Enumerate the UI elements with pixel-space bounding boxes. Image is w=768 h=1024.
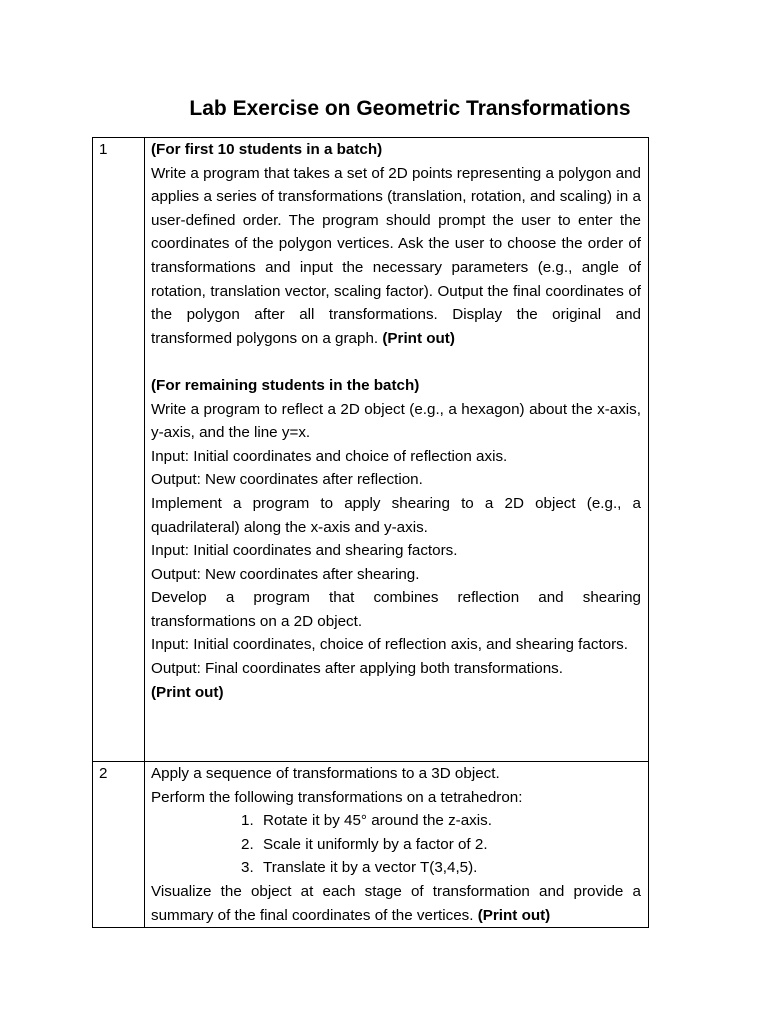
- steps-list: [151, 809, 641, 880]
- output-line: Output: New coordinates after reflection.: [151, 471, 423, 489]
- row-number-cell: [93, 762, 145, 928]
- page-title: Lab Exercise on Geometric Transformations: [189, 97, 631, 120]
- exercise-table: [92, 137, 649, 928]
- task-paragraph: [151, 880, 641, 927]
- task-paragraph: Implement a program to apply shearing to a 2D object (e.g., a quadrilateral) along the x-axis and y-axis.: [151, 494, 641, 536]
- table-row: [93, 138, 649, 762]
- task-text: Write a program that takes a set of 2D points representing a polygon and applies a series of transformations (translation, rotation, and scaling) in a user-defined order. The program should prompt the user to enter the coordinates of the polygon vertices. Ask the user to choose the order of transformations and input the necessary parameters (e.g., angle of rotation, translation vector, scaling factor). Output the final coordinates of the polygon after all transformations. Display the original and transformed polygons on a graph.: [151, 164, 641, 347]
- paragraph-gap: [151, 350, 641, 374]
- input-line: Input: Initial coordinates and shearing factors.: [151, 542, 458, 560]
- step-text: Translate it by a vector T(3,4,5).: [263, 859, 478, 877]
- task-paragraph: Develop a program that combines reflection and shearing transformations on a 2D object.: [151, 589, 641, 630]
- print-out-label: (Print out): [477, 906, 551, 924]
- step-number: 3.: [241, 859, 254, 877]
- closing-text: Visualize the object at each stage of transformation and provide a summary of the final coordinates of the vertices.: [151, 882, 641, 924]
- task-paragraph: Write a program to reflect a 2D object (e.g., a hexagon) about the x-axis, y-axis, and the line y=x.: [151, 400, 641, 442]
- table-row: [93, 762, 649, 928]
- row-number-cell: [93, 138, 145, 762]
- step-number: 2.: [241, 835, 254, 853]
- step-number: 1.: [241, 812, 254, 830]
- list-item: [241, 809, 641, 833]
- print-out-label: (Print out): [382, 329, 455, 347]
- list-item: [241, 833, 641, 857]
- step-text: Scale it uniformly by a factor of 2.: [263, 835, 488, 853]
- group-heading: (For first 10 students in a batch): [151, 141, 383, 158]
- step-text: Rotate it by 45° around the z-axis.: [263, 812, 492, 830]
- input-line: Input: Initial coordinates and choice of reflection axis.: [151, 447, 508, 465]
- row-number: 2: [99, 765, 108, 782]
- row-number: 1: [99, 141, 108, 158]
- group-heading: (For remaining students in the batch): [151, 376, 420, 394]
- input-line: Input: Initial coordinates, choice of reflection axis, and shearing factors.: [151, 636, 628, 654]
- task-lead: Perform the following transformations on a tetrahedron:: [151, 788, 523, 806]
- list-item: [241, 856, 641, 880]
- task-intro: Apply a sequence of transformations to a 3D object.: [151, 765, 500, 782]
- print-out-label: (Print out): [151, 683, 224, 701]
- task-paragraph: [151, 162, 641, 351]
- row-content-cell: [145, 138, 649, 762]
- output-line: Output: Final coordinates after applying both transformations.: [151, 660, 563, 678]
- row-content-cell: [145, 762, 649, 928]
- output-line: Output: New coordinates after shearing.: [151, 565, 420, 583]
